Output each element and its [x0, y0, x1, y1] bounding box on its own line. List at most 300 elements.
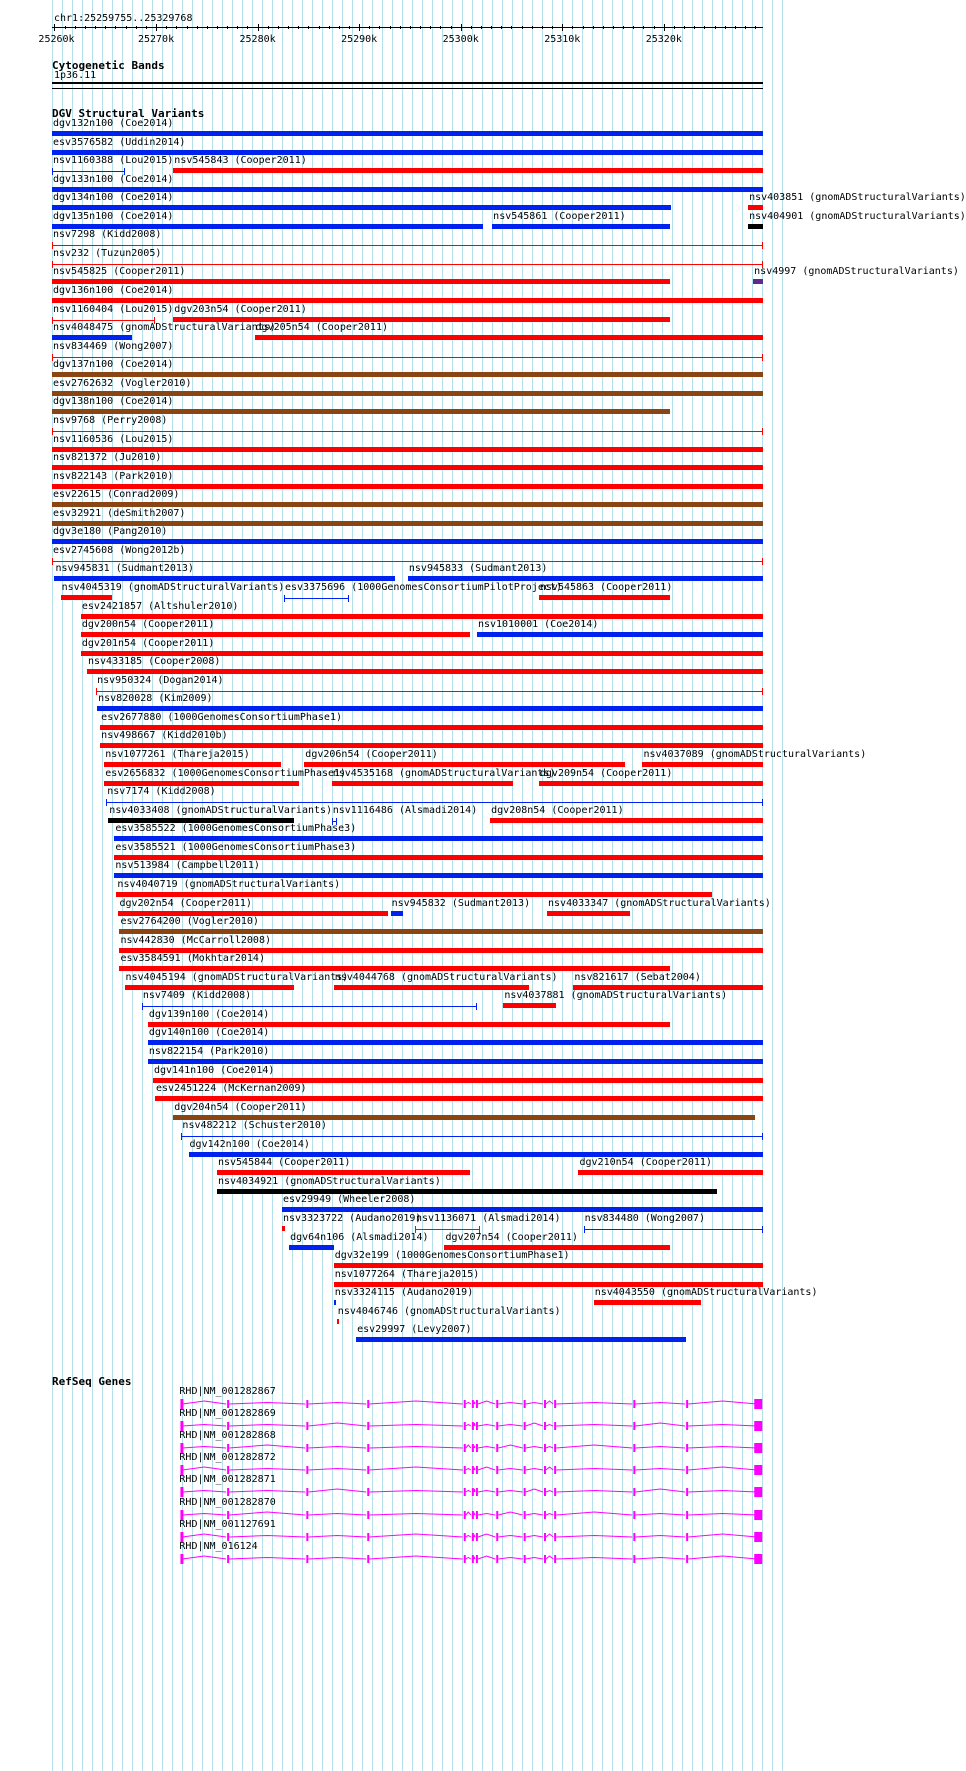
variant-bar[interactable]	[594, 1300, 702, 1305]
gene-intron	[369, 1513, 462, 1515]
ruler-minor-tick	[735, 26, 736, 29]
gene-exon	[686, 1488, 688, 1496]
variant-label: dgv3e180 (Pang2010)	[53, 526, 168, 538]
ruler-minor-tick	[329, 26, 330, 29]
variant-label: dgv142n100 (Coe2014)	[189, 1138, 310, 1150]
ruler-minor-tick	[522, 26, 523, 29]
ruler-minor-tick	[75, 26, 76, 29]
ruler-minor-tick	[704, 26, 705, 29]
variant-label: dgv202n54 (Cooper2011)	[119, 897, 252, 909]
gene-intron	[498, 1445, 522, 1448]
gene-intron	[466, 1512, 471, 1515]
gene-exon	[464, 1488, 466, 1496]
ruler-minor-tick	[572, 26, 573, 29]
gene-exon	[476, 1444, 478, 1452]
ruler-minor-tick	[298, 26, 299, 29]
gene-label: RHD|NM_001282869	[179, 1408, 276, 1420]
variant-label: nsv513984 (Campbell2011)	[115, 860, 260, 872]
gene-exon	[464, 1400, 466, 1408]
ruler-minor-tick	[633, 26, 634, 29]
ruler-minor-tick	[237, 26, 238, 29]
variant-bar[interactable]	[748, 224, 763, 229]
variant-bar[interactable]	[97, 706, 763, 711]
gene-intron	[688, 1425, 757, 1427]
variant-bar[interactable]	[539, 595, 670, 600]
gene-exon	[496, 1533, 498, 1541]
variant-bar[interactable]	[289, 1245, 334, 1250]
ruler-tick	[54, 24, 55, 31]
variant-bar[interactable]	[119, 966, 669, 971]
gene-intron	[229, 1469, 305, 1471]
variant-bar[interactable]	[334, 985, 529, 990]
gene-intron	[635, 1423, 685, 1426]
variant-label: nsv821372 (Ju2010)	[53, 452, 162, 464]
variant-bar[interactable]	[642, 762, 763, 767]
variant-label: esv2677880 (1000GenomesConsortiumPhase1)	[101, 711, 342, 723]
ruler-minor-tick	[654, 26, 655, 29]
variant-bar[interactable]	[52, 521, 763, 526]
gene-intron	[526, 1557, 543, 1559]
variant-bar[interactable]	[81, 632, 470, 637]
coordinate-ruler[interactable]	[52, 27, 763, 28]
gene-intron	[182, 1534, 226, 1537]
gene-intron	[498, 1403, 522, 1405]
gene-model[interactable]	[0, 1398, 890, 1410]
gene-exon	[496, 1444, 498, 1452]
variant-bar[interactable]	[52, 539, 763, 544]
variant-bar[interactable]	[52, 372, 763, 377]
variant-bar[interactable]	[119, 929, 763, 934]
gene-exon	[754, 1554, 762, 1564]
gene-intron	[182, 1467, 226, 1470]
ruler-minor-tick	[410, 26, 411, 29]
gene-intron	[478, 1401, 495, 1404]
variant-label: nsv822143 (Park2010)	[53, 470, 174, 482]
variant-bar[interactable]	[304, 762, 625, 767]
variant-label: nsv403851 (gnomADStructuralVariants)	[749, 192, 966, 204]
gene-exon	[754, 1510, 762, 1520]
ruler-minor-tick	[532, 26, 533, 29]
variant-bar[interactable]	[52, 298, 763, 303]
variant-label: nsv945831 (Sudmant2013)	[55, 563, 194, 575]
variant-bar[interactable]	[125, 985, 295, 990]
variant-bar[interactable]	[337, 1319, 339, 1324]
variant-bar[interactable]	[52, 187, 763, 192]
variant-bar[interactable]	[104, 762, 281, 767]
variant-label: nsv4535168 (gnomADStructuralVariants)	[332, 767, 556, 779]
variant-bar[interactable]	[334, 1282, 763, 1287]
variant-bar[interactable]	[584, 1229, 763, 1230]
variant-label: dgv203n54 (Cooper2011)	[174, 303, 307, 315]
gene-exon	[464, 1511, 466, 1519]
variant-bar[interactable]	[52, 131, 763, 136]
ruler-minor-tick	[643, 26, 644, 29]
variant-bar[interactable]	[52, 484, 763, 489]
variant-bar[interactable]	[52, 465, 763, 470]
variant-bar[interactable]	[114, 836, 763, 841]
gene-exon	[476, 1422, 478, 1430]
ruler-tick	[156, 24, 157, 31]
gene-exon	[686, 1466, 688, 1474]
variant-label: dgv135n100 (Coe2014)	[53, 210, 174, 222]
ruler-minor-tick	[593, 26, 594, 29]
gene-exon	[227, 1466, 229, 1474]
gene-exon	[544, 1422, 546, 1430]
ruler-minor-tick	[390, 26, 391, 29]
gene-intron	[546, 1467, 553, 1470]
gene-exon	[464, 1444, 466, 1452]
ruler-minor-tick	[755, 26, 756, 29]
variant-label: esv22615 (Conrad2009)	[53, 489, 180, 501]
gene-intron	[526, 1469, 543, 1471]
gene-model[interactable]	[0, 1464, 890, 1476]
gene-intron	[474, 1489, 475, 1492]
gene-model[interactable]	[0, 1553, 890, 1565]
variant-bar[interactable]	[155, 1096, 763, 1101]
gene-exon	[472, 1488, 474, 1496]
gene-exon	[686, 1422, 688, 1430]
gene-exon	[464, 1466, 466, 1474]
variant-label: dgv64n106 (Alsmadi2014)	[290, 1231, 429, 1243]
ruler-minor-tick	[552, 26, 553, 29]
variant-bar[interactable]	[148, 1040, 763, 1045]
variant-bar[interactable]	[173, 1115, 755, 1120]
variant-label: nsv822154 (Park2010)	[148, 1046, 270, 1057]
gene-intron	[635, 1557, 685, 1559]
variant-bar[interactable]	[100, 725, 763, 730]
variant-label: nsv232 (Tuzun2005)	[53, 247, 162, 259]
variant-label: nsv4045194 (gnomADStructuralVariants)	[125, 971, 349, 983]
ruler-minor-tick	[542, 26, 543, 29]
ruler-tick-label: 25270k	[137, 34, 175, 45]
variant-bar[interactable]	[334, 1300, 336, 1305]
gene-model[interactable]	[0, 1420, 890, 1432]
variant-label: nsv834469 (Wong2007)	[53, 340, 174, 352]
gene-exon	[476, 1466, 478, 1474]
variant-label: dgv137n100 (Coe2014)	[53, 359, 174, 371]
variant-bar[interactable]	[547, 911, 630, 916]
variant-bar[interactable]	[96, 691, 763, 692]
variant-bar[interactable]	[356, 1337, 686, 1342]
variant-bar[interactable]	[490, 818, 763, 823]
gene-exon	[367, 1444, 369, 1452]
variant-label: nsv7409 (Kidd2008)	[142, 990, 252, 1002]
gene-exon	[227, 1533, 229, 1541]
variant-bar[interactable]	[54, 576, 394, 581]
gene-model[interactable]	[0, 1486, 890, 1498]
variant-bar[interactable]	[391, 911, 403, 916]
gene-exon	[306, 1511, 308, 1519]
gene-exon	[554, 1444, 556, 1452]
variant-bar[interactable]	[100, 743, 763, 748]
variant-label: nsv4037881 (gnomADStructuralVariants)	[504, 990, 728, 1002]
variant-label: nsv545843 (Cooper2011)	[174, 155, 307, 167]
gene-exon	[633, 1444, 635, 1452]
variant-bar[interactable]	[282, 1207, 763, 1212]
ruler-minor-tick	[379, 26, 380, 29]
ruler-minor-tick	[725, 26, 726, 29]
gene-model[interactable]	[0, 1531, 890, 1543]
gene-exon	[524, 1511, 526, 1519]
variant-bar[interactable]	[477, 632, 763, 637]
gene-exon	[496, 1511, 498, 1519]
ruler-minor-tick	[369, 26, 370, 29]
variant-label: nsv950324 (Dogan2014)	[97, 674, 224, 686]
variant-bar[interactable]	[52, 502, 763, 507]
gene-intron	[182, 1556, 226, 1559]
variant-label: nsv945832 (Sudmant2013)	[391, 897, 531, 909]
variant-bar[interactable]	[573, 985, 763, 990]
gene-intron	[688, 1556, 757, 1559]
gene-exon	[496, 1555, 498, 1563]
variant-bar[interactable]	[255, 335, 763, 340]
variant-bar[interactable]	[52, 409, 670, 414]
gene-model[interactable]	[0, 1509, 890, 1521]
gene-exon	[754, 1487, 762, 1497]
gene-intron	[546, 1513, 553, 1515]
gene-intron	[635, 1447, 685, 1449]
variant-bar[interactable]	[408, 576, 763, 581]
variant-label: dgv133n100 (Coe2014)	[53, 173, 174, 185]
variant-label: dgv140n100 (Coe2014)	[148, 1027, 270, 1039]
gene-exon	[476, 1488, 478, 1496]
gene-intron	[478, 1534, 495, 1537]
variant-bar[interactable]	[52, 561, 763, 562]
variant-label: dgv201n54 (Cooper2011)	[81, 637, 215, 649]
variant-bar[interactable]	[415, 1229, 480, 1230]
variant-bar[interactable]	[118, 911, 387, 916]
variant-bar[interactable]	[173, 317, 670, 322]
variant-label: nsv498667 (Kidd2010b)	[101, 730, 228, 742]
variant-bar[interactable]	[173, 168, 763, 173]
variant-bar[interactable]	[114, 873, 763, 878]
variant-bar[interactable]	[119, 948, 763, 953]
variant-bar[interactable]	[284, 598, 349, 599]
ruler-minor-tick	[745, 26, 746, 29]
ruler-minor-tick	[583, 26, 584, 29]
gene-intron	[526, 1489, 543, 1492]
gene-label: RHD|NM_016124	[179, 1540, 258, 1552]
gene-exon	[227, 1422, 229, 1430]
variant-bar[interactable]	[189, 1152, 763, 1157]
ruler-minor-tick	[136, 26, 137, 29]
gene-intron	[474, 1469, 475, 1471]
variant-label: nsv545863 (Cooper2011)	[539, 582, 673, 593]
gene-exon	[464, 1555, 466, 1563]
variant-bar[interactable]	[753, 279, 763, 284]
ruler-minor-tick	[308, 26, 309, 29]
gene-intron	[308, 1535, 366, 1537]
variant-bar[interactable]	[52, 357, 763, 358]
gene-intron	[526, 1403, 543, 1405]
variant-bar[interactable]	[81, 651, 763, 656]
gene-intron	[474, 1403, 475, 1405]
gene-intron	[478, 1491, 495, 1493]
variant-bar[interactable]	[52, 150, 763, 155]
variant-bar[interactable]	[748, 205, 763, 210]
gene-exon	[686, 1444, 688, 1452]
gene-exon	[633, 1422, 635, 1430]
variant-label: nsv1160536 (Lou2015)	[53, 433, 174, 445]
variant-bar[interactable]	[52, 171, 125, 172]
gene-exon	[544, 1444, 546, 1452]
variant-bar[interactable]	[492, 224, 670, 229]
variant-bar[interactable]	[52, 224, 483, 229]
gene-intron	[182, 1425, 226, 1427]
gene-exon	[544, 1466, 546, 1474]
variant-label: esv2762632 (Vogler2010)	[53, 377, 192, 389]
variant-bar[interactable]	[52, 279, 670, 284]
ruler-minor-tick	[197, 26, 198, 29]
ruler-minor-tick	[400, 26, 401, 29]
gene-intron	[229, 1445, 305, 1448]
gene-exon	[633, 1488, 635, 1496]
variant-label: esv3585521 (1000GenomesConsortiumPhase3)	[115, 841, 357, 853]
variant-bar[interactable]	[52, 264, 763, 265]
gene-exon	[472, 1422, 474, 1430]
gene-exon	[306, 1488, 308, 1496]
ruler-minor-tick	[613, 26, 614, 29]
gene-exon	[227, 1400, 229, 1408]
variant-bar[interactable]	[87, 669, 763, 674]
gene-intron	[478, 1513, 495, 1515]
gene-intron	[556, 1557, 632, 1559]
gene-intron	[498, 1469, 522, 1471]
gene-intron	[546, 1556, 553, 1559]
gene-exon	[476, 1533, 478, 1541]
ruler-minor-tick	[471, 26, 472, 29]
gene-exon	[633, 1555, 635, 1563]
variant-bar[interactable]	[116, 892, 711, 897]
gene-exon	[180, 1554, 183, 1564]
gene-intron	[635, 1403, 685, 1405]
variant-bar[interactable]	[52, 335, 132, 340]
variant-bar[interactable]	[148, 1022, 670, 1027]
ruler-coords: chr1:25259755..25329768	[54, 13, 193, 24]
variant-label: esv2656832 (1000GenomesConsortiumPhase1)	[105, 767, 347, 779]
variant-bar[interactable]	[181, 1136, 763, 1137]
ruler-tick-label: 25280k	[239, 34, 276, 45]
variant-bar[interactable]	[52, 431, 763, 432]
gene-model[interactable]	[0, 1442, 890, 1454]
variant-label: nsv545861 (Cooper2011)	[493, 210, 626, 222]
variant-bar[interactable]	[81, 614, 763, 619]
variant-label: esv3576582 (Uddin2014)	[53, 136, 186, 148]
gene-intron	[546, 1491, 553, 1493]
variant-bar[interactable]	[108, 818, 294, 823]
gene-exon	[554, 1488, 556, 1496]
variant-bar[interactable]	[503, 1003, 556, 1008]
gene-label: RHD|NM_001282867	[179, 1386, 276, 1397]
gene-intron	[474, 1557, 475, 1559]
variant-bar[interactable]	[52, 245, 763, 246]
variant-bar[interactable]	[334, 1263, 763, 1268]
variant-bar[interactable]	[104, 781, 299, 786]
gene-exon	[496, 1466, 498, 1474]
gene-exon	[227, 1444, 229, 1452]
cytoband-track-title: Cytogenetic Bands	[52, 59, 165, 72]
variant-bar[interactable]	[332, 781, 514, 786]
ruler-minor-tick	[694, 26, 695, 29]
gene-intron	[688, 1491, 757, 1493]
variant-bar[interactable]	[114, 855, 763, 860]
gene-exon	[476, 1400, 478, 1408]
gene-intron	[498, 1491, 522, 1493]
gene-exon	[472, 1533, 474, 1541]
gene-intron	[556, 1469, 632, 1471]
variant-bar[interactable]	[539, 781, 763, 786]
gene-intron	[546, 1425, 553, 1427]
ruler-tick-label: 25290k	[341, 34, 378, 45]
gene-label: RHD|NM_001127691	[179, 1518, 276, 1530]
variant-label: nsv4034921 (gnomADStructuralVariants)	[217, 1175, 441, 1187]
gene-intron	[498, 1512, 522, 1515]
gene-intron	[478, 1467, 495, 1470]
gene-intron	[556, 1491, 632, 1493]
gene-intron	[546, 1447, 553, 1449]
variant-label: nsv4037089 (gnomADStructuralVariants)	[643, 749, 867, 761]
variant-label: dgv206n54 (Cooper2011)	[305, 749, 438, 761]
variant-bar[interactable]	[52, 391, 763, 396]
variant-bar[interactable]	[217, 1170, 470, 1175]
gene-exon	[633, 1400, 635, 1408]
variant-bar[interactable]	[578, 1170, 763, 1175]
gene-exon	[472, 1555, 474, 1563]
ruler-minor-tick	[674, 26, 675, 29]
variant-label: dgv208n54 (Cooper2011)	[491, 804, 624, 816]
variant-bar[interactable]	[52, 320, 155, 321]
variant-bar[interactable]	[148, 1059, 763, 1064]
ruler-minor-tick	[491, 26, 492, 29]
ruler-minor-tick	[65, 26, 66, 29]
cytoband-bar[interactable]	[52, 82, 763, 84]
gene-intron	[474, 1535, 475, 1537]
variant-bar[interactable]	[106, 802, 763, 803]
gene-intron	[229, 1557, 305, 1559]
gene-exon	[472, 1444, 474, 1452]
gene-exon	[554, 1533, 556, 1541]
variant-bar[interactable]	[332, 821, 337, 822]
gene-intron	[369, 1556, 462, 1559]
variant-bar[interactable]	[153, 1078, 763, 1083]
gene-intron	[308, 1513, 366, 1515]
variant-label: dgv141n100 (Coe2014)	[153, 1064, 275, 1076]
gene-exon	[544, 1488, 546, 1496]
gene-exon	[496, 1400, 498, 1408]
variant-bar[interactable]	[52, 205, 671, 210]
ruler-minor-tick	[85, 26, 86, 29]
gene-exon	[554, 1400, 556, 1408]
variant-label: nsv404901 (gnomADStructuralVariants)	[749, 210, 966, 222]
variant-bar[interactable]	[282, 1226, 285, 1231]
gene-exon	[524, 1488, 526, 1496]
variant-bar[interactable]	[61, 595, 113, 600]
variant-label: nsv442830 (McCarroll2008)	[120, 934, 271, 946]
gene-intron	[229, 1512, 305, 1515]
variant-label: esv3375696 (1000GenomesConsortiumPilotProject)	[284, 582, 562, 593]
gene-intron	[556, 1512, 632, 1515]
variant-bar[interactable]	[444, 1245, 669, 1250]
gene-exon	[306, 1422, 308, 1430]
gene-intron	[466, 1535, 471, 1537]
variant-label: nsv4033347 (gnomADStructuralVariants)	[548, 897, 771, 909]
gene-exon	[464, 1533, 466, 1541]
variant-label: esv2745608 (Wong2012b)	[53, 544, 186, 556]
variant-bar[interactable]	[142, 1006, 477, 1007]
variant-label: dgv204n54 (Cooper2011)	[174, 1101, 307, 1113]
variant-bar[interactable]	[217, 1189, 717, 1194]
variant-bar[interactable]	[52, 447, 763, 452]
